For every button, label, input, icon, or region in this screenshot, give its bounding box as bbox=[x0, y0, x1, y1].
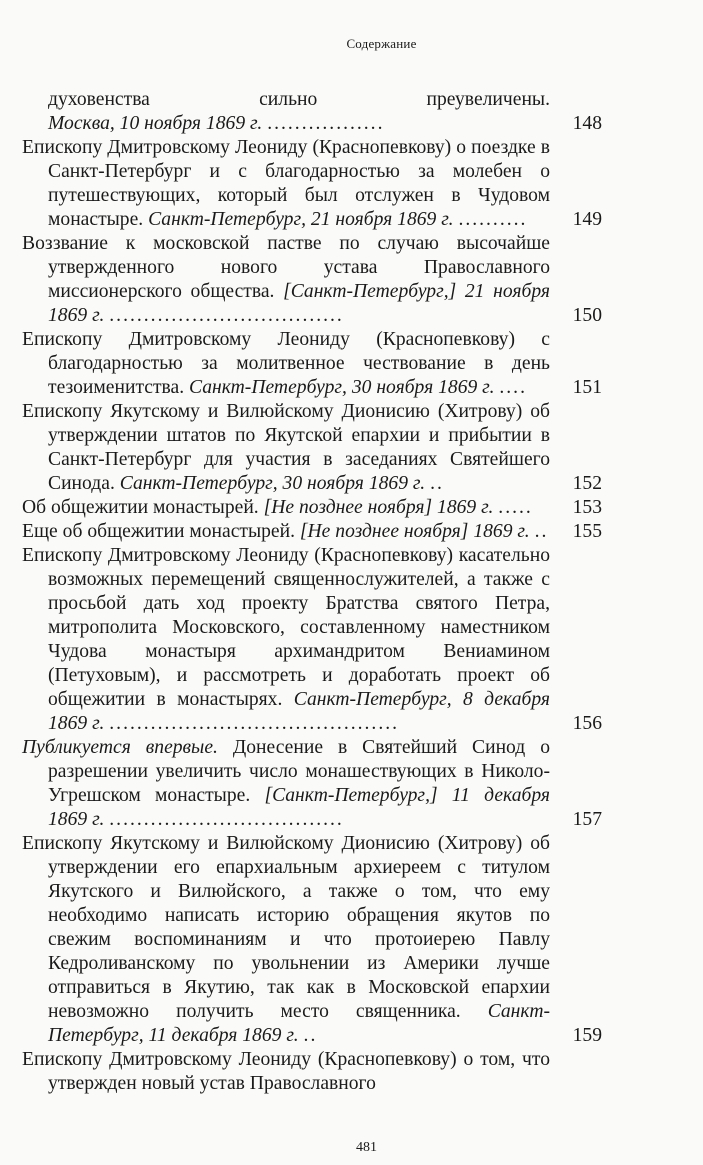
page-ref: 150 bbox=[572, 305, 602, 326]
entry-date: Санкт-Петербург, 11 декабря 1869 г. bbox=[48, 1001, 550, 1046]
toc-entry bbox=[22, 520, 602, 544]
page-ref: 156 bbox=[572, 713, 602, 734]
entry-date: Санкт-Петербург, 8 декабря 1869 г. bbox=[48, 689, 550, 734]
entry-text: Епископу Якутскому и Вилюйскому Дионисию (Хитрову) об утверждении штатов по Якутской епархии и прибытии в Санкт-Петербург для участия в заседаниях Святейшего Синода. bbox=[22, 401, 550, 494]
entry-text: Епископу Дмитровскому Леониду (Краснопевкову) о поездке в Санкт-Петербург и с благодарностью за молебен о путешествующих, который был отслужен в Чудовом монастыре. bbox=[22, 137, 550, 230]
entry-lead: Публикуется впервые. bbox=[22, 737, 218, 758]
entry-text: Донесение в Святейший Синод о разрешении увеличить число монашествующих в Николо-Угрешском монастыре. bbox=[48, 737, 551, 806]
toc-entry bbox=[22, 136, 602, 232]
leader-dots: .... bbox=[499, 377, 527, 398]
entry-date: [Санкт-Петербург,] 11 декабря 1869 г. bbox=[48, 785, 550, 830]
page-ref: 148 bbox=[572, 113, 602, 134]
page-ref: 152 bbox=[572, 473, 602, 494]
entry-text: Об общежитии монастырей. bbox=[22, 497, 264, 518]
entry-text: Епископу Дмитровскому Леониду (Краснопевкову) с благодарностью за молитвенное чествование в день тезоименитства. bbox=[22, 329, 550, 398]
entry-date: [Не позднее ноября] 1869 г. bbox=[299, 521, 530, 542]
toc-entry bbox=[22, 232, 602, 328]
leader-dots: .......................................... bbox=[109, 713, 400, 734]
entry-date: Санкт-Петербург, 30 ноября 1869 г. bbox=[119, 473, 426, 494]
leader-dots: .................................. bbox=[109, 305, 344, 326]
toc-entry bbox=[22, 544, 602, 736]
entry-text: Епископу Дмитровскому Леониду (Краснопевкову) касательно возможных перемещений священнослужителей, а также с просьбой дать ход проекту Братства святого Петра, митрополита Московского, составленному наместником Чудова монастыря архимандритом Вениамином (Петуховым), и рассмотреть и доработать проект об общежитии в монастырях. bbox=[22, 545, 550, 710]
page-ref: 149 bbox=[572, 209, 602, 230]
entry-text: духовенства сильно преувеличены. bbox=[48, 89, 550, 110]
page-number: 481 bbox=[356, 1140, 377, 1155]
running-header: Содержание bbox=[346, 36, 417, 51]
entry-date: Москва, 10 ноября 1869 г. bbox=[48, 113, 263, 134]
page-ref: 157 bbox=[572, 809, 602, 830]
toc-entry bbox=[22, 1048, 602, 1096]
toc-entry bbox=[22, 328, 602, 400]
toc-entry bbox=[22, 496, 602, 520]
leader-dots: .. bbox=[303, 1025, 318, 1046]
leader-dots: .. bbox=[430, 473, 444, 494]
toc-entry bbox=[22, 736, 602, 832]
leader-dots: ................. bbox=[267, 113, 385, 134]
entry-text: Епископу Якутскому и Вилюйскому Дионисию (Хитрову) об утверждении его епархиальным архиереем с титулом Якутского и Вилюйского, а также о том, что ему необходимо написать историю обращения якутов по свежим воспоминаниям и что протоиерею Павлу Кедроливанскому по увольнении из Америки лучше отправиться в Якутию, так как в Московской епархии невозможно получить место священника. bbox=[22, 833, 550, 1022]
toc-entry bbox=[22, 88, 602, 136]
page-ref: 159 bbox=[572, 1025, 602, 1046]
entry-text: Епископу Дмитровскому Леониду (Краснопевкову) о том, что утвержден новый устав Православного bbox=[22, 1049, 550, 1094]
leader-dots: .................................. bbox=[109, 809, 344, 830]
entry-date: [Не позднее ноября] 1869 г. bbox=[263, 497, 494, 518]
leader-dots: ..... bbox=[498, 497, 533, 518]
toc-entry bbox=[22, 400, 602, 496]
page-ref: 153 bbox=[572, 497, 602, 518]
table-of-contents bbox=[22, 88, 602, 1096]
entry-date: [Санкт-Петербург,] 21 ноября 1869 г. bbox=[48, 281, 550, 326]
leader-dots: .. bbox=[534, 521, 549, 542]
page-ref: 155 bbox=[572, 521, 602, 542]
entry-date: Санкт-Петербург, 30 ноября 1869 г. bbox=[189, 377, 495, 398]
entry-date: Санкт-Петербург, 21 ноября 1869 г. bbox=[148, 209, 454, 230]
entry-text: Еще об общежитии монастырей. bbox=[22, 521, 300, 542]
page-ref: 151 bbox=[572, 377, 602, 398]
toc-entry bbox=[22, 832, 602, 1048]
leader-dots: .......... bbox=[458, 209, 528, 230]
entry-text: Воззвание к московской пастве по случаю высочайше утвержденного нового устава Православного миссионерского общества. bbox=[22, 233, 550, 302]
